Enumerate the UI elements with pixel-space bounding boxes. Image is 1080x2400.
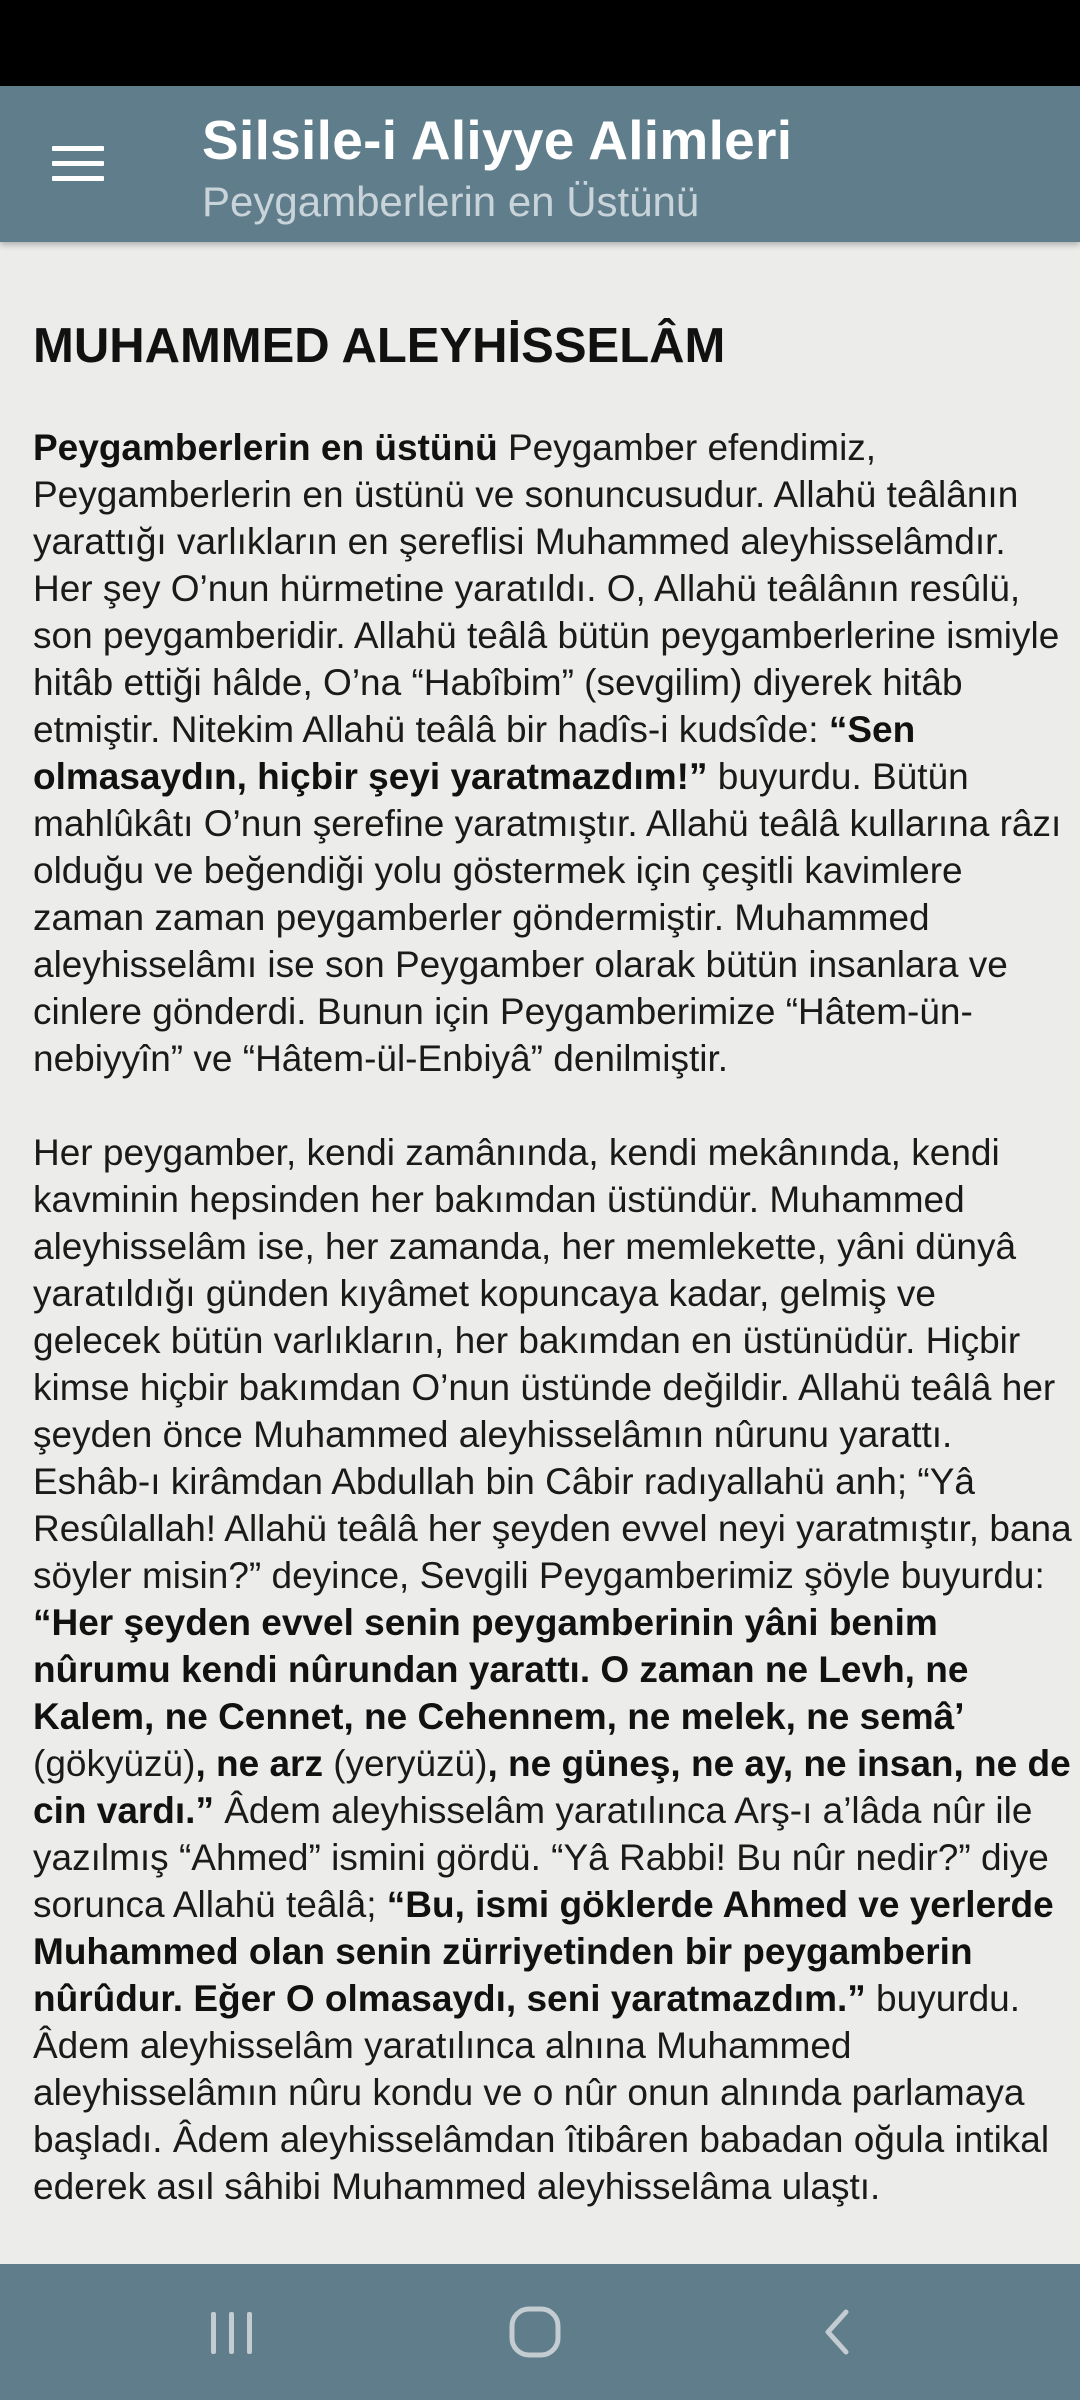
- app-title: Silsile-i Aliyye Alimleri: [202, 109, 793, 171]
- home-icon: [505, 2302, 565, 2362]
- bold-text: “Sen olmasaydın, hiçbir şeyi yaratmazdım!”: [33, 709, 916, 797]
- bold-text: “Bu, ismi göklerde Ahmed ve yerlerde Muhammed olan senin zürriyetinden bir peygamberin nûrûdur. Eğer O olmasaydı, seni yaratmazdım.”: [33, 1884, 1054, 2019]
- body-text: (gökyüzü): [33, 1743, 196, 1784]
- recent-apps-icon: [202, 2302, 262, 2362]
- home-button[interactable]: [465, 2282, 605, 2382]
- article-paragraph-2: [33, 1129, 1073, 2210]
- hamburger-menu-icon: [52, 146, 104, 182]
- article-content[interactable]: [0, 242, 1080, 2264]
- system-nav-bar: [0, 2264, 1080, 2400]
- body-text: buyurdu. Âdem aleyhisselâm yaratılınca alnına Muhammed aleyhisselâmın nûru kondu ve o nûr onun alnında parlamaya başladı. Âdem aleyhisselâmdan îtibâren babadan oğula intikal ederek asıl sâhibi Muhammed aleyhisselâma ulaştı.: [33, 1978, 1050, 2207]
- menu-button[interactable]: [28, 122, 128, 206]
- article-paragraph-1: [33, 424, 1073, 1082]
- bold-text: “Her şeyden evvel senin peygamberinin yâni benim nûrumu kendi nûrundan yarattı. O zaman ne Levh, ne Kalem, ne Cennet, ne Cehennem, ne melek, ne semâ’: [33, 1602, 969, 1737]
- body-text: (yeryüzü): [322, 1743, 488, 1784]
- body-text: Âdem aleyhisselâm yaratılınca Arş-ı a’lâda nûr ile yazılmış “Ahmed” ismini gördü. “Yâ Rabbi! Bu nûr nedir?” diye sorunca Allahü teâlâ;: [33, 1790, 1049, 1925]
- article-body: [33, 424, 1073, 2257]
- article-title: MUHAMMED ALEYHİSSELÂM: [33, 319, 726, 373]
- recent-apps-button[interactable]: [162, 2282, 302, 2382]
- bold-text: , ne arz: [195, 1743, 323, 1784]
- app-subtitle: Peygamberlerin en Üstünü: [202, 178, 700, 225]
- app-bar: [0, 86, 1080, 242]
- bold-text: Peygamberlerin en üstünü: [33, 427, 498, 468]
- back-button[interactable]: [768, 2282, 908, 2382]
- body-text: buyurdu. Bütün mahlûkâtı O’nun şerefine yaratmıştır. Allahü teâlâ kullarına râzı olduğu ve beğendiği yolu göstermek için çeşitli kavimlere zaman zaman peygamberler göndermiştir. Muhammed aleyhisselâmı ise son Peygamber olarak bütün insanlara ve cinlere gönderdi. Bunun için Peygamberimize “Hâtem-ün-nebiyyîn” ve “Hâtem-ül-Enbiyâ” denilmiştir.: [33, 756, 1062, 1079]
- back-icon: [808, 2302, 868, 2362]
- body-text: Her peygamber, kendi zamânında, kendi mekânında, kendi kavminin hepsinden her bakımdan üstündür. Muhammed aleyhisselâm ise, her zamanda, her memlekette, yâni dünyâ yaratıldığı günden kıyâmet kopuncaya kadar, gelmiş ve gelecek bütün varlıkların, her bakımdan en üstünüdür. Hiçbir kimse hiçbir bakımdan O’nun üstünde değildir. Allahü teâlâ her şeyden önce Muhammed aleyhisselâmın nûrunu yarattı. Eshâb-ı kirâmdan Abdullah bin Câbir radıyallahü anh; “Yâ Resûlallah! Allahü teâlâ her şeyden evvel neyi yaratmıştır, bana söyler misin?” deyince, Sevgili Peygamberimiz şöyle buyurdu:: [33, 1132, 1072, 1596]
- body-text: Peygamber efendimiz, Peygamberlerin en üstünü ve sonuncusudur. Allahü teâlânın yarattığı varlıkların en şereflisi Muhammed aleyhisselâmdır. Her şey O’nun hürmetine yaratıldı. O, Allahü teâlânın resûlü, son peygamberidir. Allahü teâlâ bütün peygamberlerine ismiyle hitâb ettiği hâlde, O’na “Habîbim” (sevgilim) diyerek hitâb etmiştir. Nitekim Allahü teâlâ bir hadîs-i kudsîde:: [33, 427, 1060, 750]
- status-bar: [0, 0, 1080, 86]
- bold-text: , ne güneş, ne ay, ne insan, ne de cin vardı.”: [33, 1743, 1071, 1831]
